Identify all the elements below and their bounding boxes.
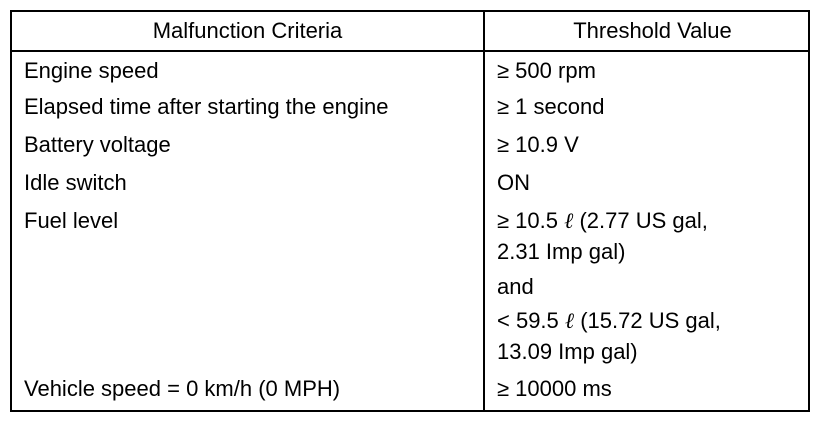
value-fuel-level-min xyxy=(485,202,808,270)
fuel-max-imp: 13.09 Imp gal) xyxy=(497,339,638,364)
fuel-min-imp: 2.31 Imp gal) xyxy=(497,239,626,264)
criteria-vehicle-speed: Vehicle speed = 0 km/h (0 MPH) xyxy=(12,370,485,410)
value-engine-speed: ≥ 500 rpm xyxy=(497,58,596,83)
header-threshold-value: Threshold Value xyxy=(485,12,808,52)
value-fuel-level-and: and xyxy=(497,274,534,299)
value-idle-switch: ON xyxy=(497,170,530,195)
criteria-elapsed-time: Elapsed time after starting the engine xyxy=(12,88,485,126)
value-elapsed-time: ≥ 1 second xyxy=(497,94,605,119)
value-fuel-level-max xyxy=(485,302,808,370)
value-vehicle-speed: ≥ 10000 ms xyxy=(497,376,612,401)
fuel-min-amount: ≥ 10.5 xyxy=(497,208,559,233)
criteria-battery-voltage: Battery voltage xyxy=(12,126,485,164)
threshold-table xyxy=(10,10,810,412)
criteria-engine-speed: Engine speed xyxy=(12,52,485,88)
liter-symbol: ℓ xyxy=(564,209,574,234)
fuel-max-us: (15.72 US gal, xyxy=(580,308,721,333)
liter-symbol: ℓ xyxy=(564,309,575,334)
header-malfunction-criteria: Malfunction Criteria xyxy=(12,12,485,52)
fuel-max-amount: < 59.5 xyxy=(497,308,559,333)
fuel-min-us: (2.77 US gal, xyxy=(579,208,708,233)
value-battery-voltage: ≥ 10.9 V xyxy=(497,132,579,157)
criteria-idle-switch: Idle switch xyxy=(12,164,485,202)
criteria-fuel-level: Fuel level xyxy=(12,202,485,370)
